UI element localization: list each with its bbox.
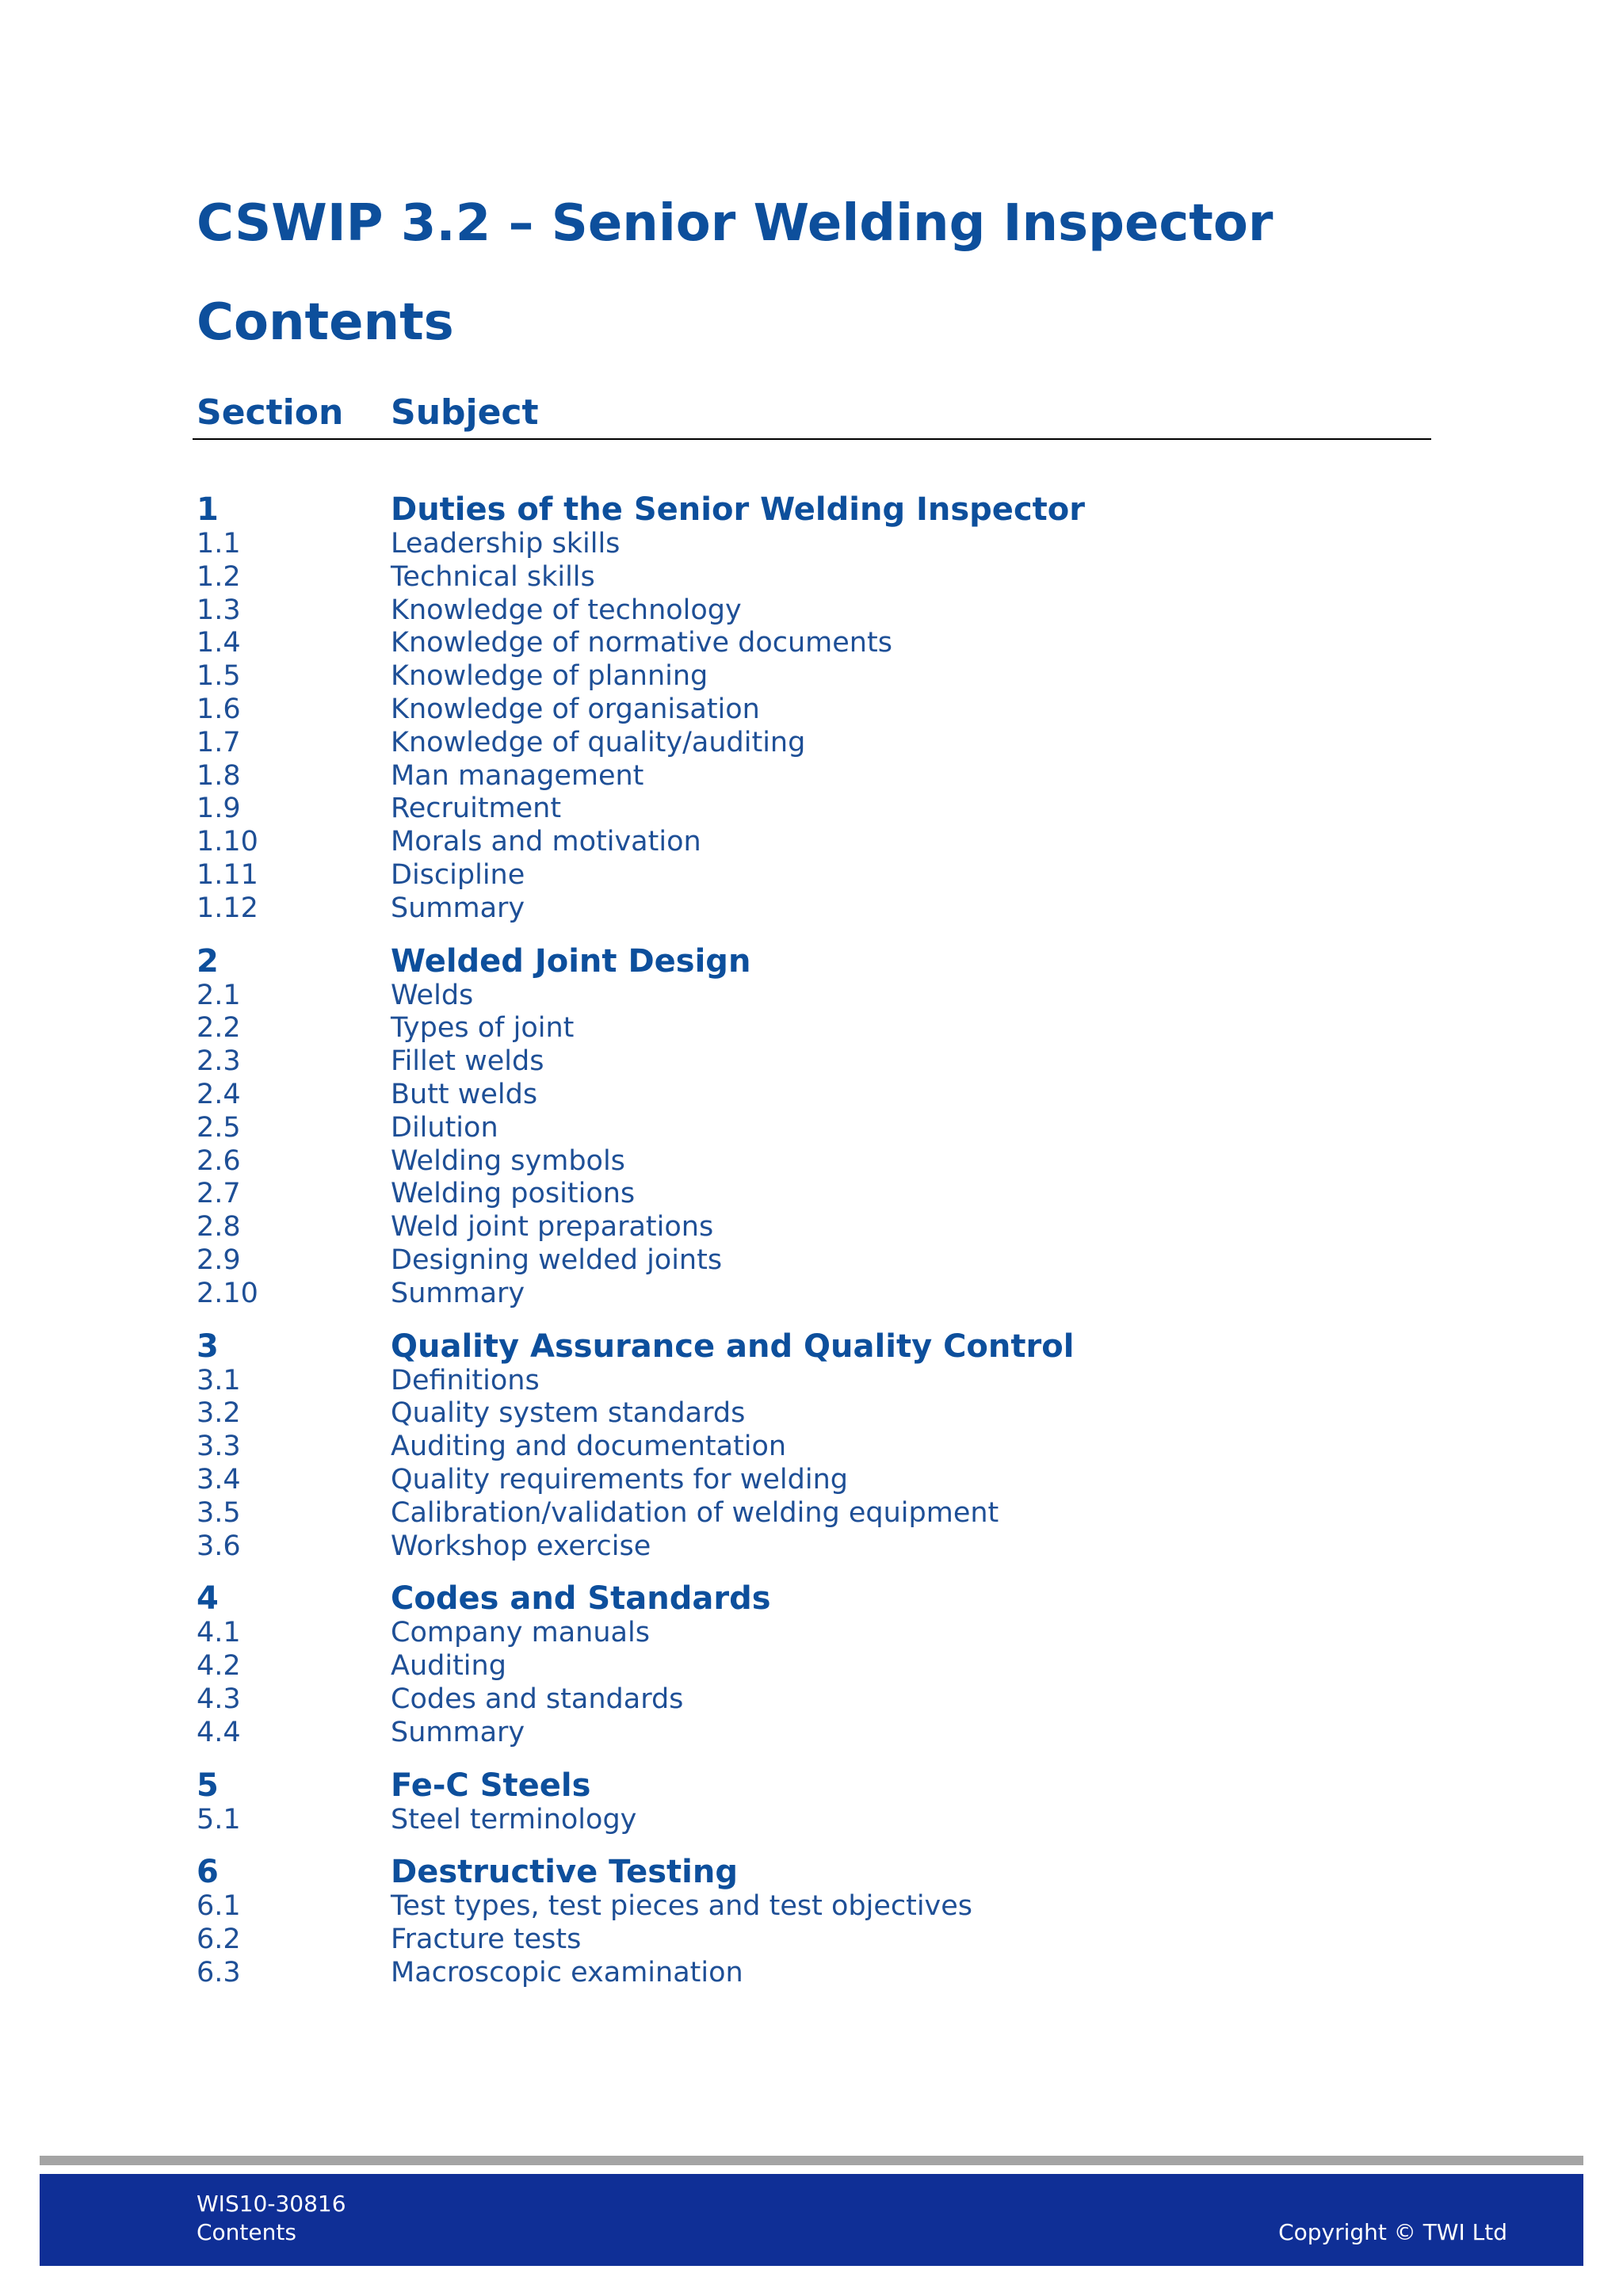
entry-number: 1.10: [197, 826, 258, 858]
entry-title: Calibration/validation of welding equipment: [391, 1496, 999, 1529]
entry-title: Knowledge of organisation: [391, 693, 760, 725]
toc-entry[interactable]: [197, 1717, 1431, 1750]
copyright-notice: Copyright © TWI Ltd: [1278, 2219, 1507, 2245]
entry-title: Company manuals: [391, 1617, 650, 1649]
entry-title: Types of joint: [391, 1012, 575, 1045]
entry-number: 3.2: [197, 1397, 241, 1430]
footer-divider: [40, 2156, 1583, 2165]
entry-title: Summary: [391, 1277, 525, 1309]
toc-section-heading[interactable]: [197, 1854, 1431, 1890]
entry-title: Auditing and documentation: [391, 1431, 787, 1463]
section-title: Duties of the Senior Welding Inspector: [391, 491, 1085, 528]
toc-section-group: [197, 1767, 1431, 1837]
toc-entry[interactable]: [197, 1397, 1431, 1431]
section-title: Quality Assurance and Quality Control: [391, 1328, 1075, 1365]
entry-number: 2.2: [197, 1012, 241, 1045]
toc-entry[interactable]: [197, 1045, 1431, 1079]
toc-entry[interactable]: [197, 528, 1431, 561]
toc-entry[interactable]: [197, 793, 1431, 826]
entry-title: Recruitment: [391, 793, 562, 825]
entry-number: 2.8: [197, 1211, 241, 1244]
entry-title: Welding positions: [391, 1178, 636, 1210]
entry-title: Discipline: [391, 858, 525, 891]
entry-number: 3.3: [197, 1431, 241, 1463]
section-title: Fe-C Steels: [391, 1767, 591, 1804]
toc-entry[interactable]: [197, 1431, 1431, 1464]
toc-entry[interactable]: [197, 1617, 1431, 1650]
entry-title: Welds: [391, 979, 474, 1011]
toc-section-group: [197, 943, 1431, 1311]
entry-title: Butt welds: [391, 1078, 538, 1110]
entry-number: 4.1: [197, 1617, 241, 1649]
toc-entry[interactable]: [197, 826, 1431, 859]
entry-number: 1.3: [197, 594, 241, 626]
section-title: Welded Joint Design: [391, 942, 751, 980]
entry-number: 5.1: [197, 1803, 241, 1836]
subject-column-header: Subject: [391, 392, 539, 433]
entry-title: Codes and standards: [391, 1683, 684, 1715]
entry-number: 1.4: [197, 627, 241, 659]
footer: [40, 2174, 1583, 2266]
section-number: 2: [197, 942, 219, 980]
section-number: 6: [197, 1854, 219, 1891]
entry-title: Fracture tests: [391, 1924, 582, 1956]
toc-entry[interactable]: [197, 693, 1431, 727]
entry-number: 1.12: [197, 892, 258, 924]
entry-title: Steel terminology: [391, 1803, 637, 1836]
entry-number: 1.7: [197, 726, 241, 758]
section-number: 4: [197, 1580, 219, 1618]
toc-entry[interactable]: [197, 1890, 1431, 1924]
entry-number: 2.3: [197, 1045, 241, 1078]
toc-entry[interactable]: [197, 760, 1431, 793]
toc-section-heading[interactable]: [197, 1580, 1431, 1617]
entry-number: 3.5: [197, 1496, 241, 1529]
entry-title: Leadership skills: [391, 528, 621, 560]
entry-number: 2.7: [197, 1178, 241, 1210]
entry-title: Knowledge of quality/auditing: [391, 726, 806, 758]
entry-title: Test types, test pieces and test objectives: [391, 1890, 973, 1923]
toc-entry[interactable]: [197, 1178, 1431, 1211]
toc-entry[interactable]: [197, 980, 1431, 1013]
toc-entry[interactable]: [197, 1957, 1431, 1990]
entry-title: Weld joint preparations: [391, 1211, 714, 1244]
toc-section-group: [197, 1328, 1431, 1564]
entry-number: 2.10: [197, 1277, 258, 1309]
table-header: [193, 392, 1431, 440]
toc-section-heading[interactable]: [197, 1767, 1431, 1804]
section-column-header: Section: [197, 392, 344, 433]
entry-number: 4.4: [197, 1716, 241, 1748]
toc-entry[interactable]: [197, 1278, 1431, 1311]
toc-section-group: [197, 1854, 1431, 1989]
toc-section-heading[interactable]: [197, 943, 1431, 980]
entry-title: Workshop exercise: [391, 1530, 651, 1562]
toc-entry[interactable]: [197, 1804, 1431, 1837]
toc-entry[interactable]: [197, 1530, 1431, 1564]
toc-entry[interactable]: [197, 1683, 1431, 1717]
section-number: 5: [197, 1767, 219, 1804]
toc-section-heading[interactable]: [197, 1328, 1431, 1365]
entry-number: 2.9: [197, 1244, 241, 1276]
entry-title: Dilution: [391, 1111, 498, 1144]
entry-title: Welding symbols: [391, 1144, 625, 1177]
entry-title: Knowledge of normative documents: [391, 627, 892, 659]
contents-heading: Contents: [197, 293, 454, 352]
entry-number: 1.5: [197, 660, 241, 693]
entry-number: 2.5: [197, 1111, 241, 1144]
toc-entry[interactable]: [197, 1464, 1431, 1497]
entry-title: Quality requirements for welding: [391, 1463, 848, 1496]
entry-number: 6.2: [197, 1924, 241, 1956]
toc-entry[interactable]: [197, 1211, 1431, 1244]
entry-number: 3.4: [197, 1463, 241, 1496]
entry-title: Quality system standards: [391, 1397, 746, 1430]
entry-title: Knowledge of technology: [391, 594, 742, 626]
entry-number: 6.1: [197, 1890, 241, 1923]
toc-entry[interactable]: [197, 1145, 1431, 1179]
table-of-contents: [197, 491, 1431, 2008]
entry-title: Fillet welds: [391, 1045, 544, 1078]
entry-number: 1.9: [197, 793, 241, 825]
document-code: WIS10-30816: [197, 2191, 346, 2217]
toc-entry[interactable]: [197, 627, 1431, 660]
section-number: 1: [197, 491, 219, 528]
entry-number: 2.6: [197, 1144, 241, 1177]
entry-number: 2.1: [197, 979, 241, 1011]
entry-number: 1.11: [197, 858, 258, 891]
toc-entry[interactable]: [197, 1497, 1431, 1530]
toc-section-group: [197, 491, 1431, 926]
toc-entry[interactable]: [197, 660, 1431, 693]
entry-title: Knowledge of planning: [391, 660, 708, 693]
toc-entry[interactable]: [197, 594, 1431, 628]
entry-title: Designing welded joints: [391, 1244, 723, 1276]
toc-entry[interactable]: [197, 1924, 1431, 1957]
footer-section-name: Contents: [197, 2219, 296, 2245]
entry-title: Technical skills: [391, 560, 595, 593]
entry-number: 1.2: [197, 560, 241, 593]
entry-number: 4.2: [197, 1650, 241, 1683]
entry-number: 6.3: [197, 1956, 241, 1988]
toc-entry[interactable]: [197, 1365, 1431, 1398]
toc-entry[interactable]: [197, 892, 1431, 926]
toc-entry[interactable]: [197, 1650, 1431, 1683]
entry-title: Summary: [391, 892, 525, 924]
toc-entry[interactable]: [197, 727, 1431, 760]
toc-entry[interactable]: [197, 1012, 1431, 1045]
toc-entry[interactable]: [197, 1244, 1431, 1278]
section-number: 3: [197, 1328, 219, 1365]
entry-number: 1.6: [197, 693, 241, 725]
entry-title: Summary: [391, 1716, 525, 1748]
toc-entry[interactable]: [197, 1112, 1431, 1145]
entry-title: Morals and motivation: [391, 826, 701, 858]
entry-title: Definitions: [391, 1364, 540, 1396]
entry-number: 1.1: [197, 528, 241, 560]
entry-number: 1.8: [197, 759, 241, 792]
entry-title: Man management: [391, 759, 644, 792]
toc-entry[interactable]: [197, 859, 1431, 892]
entry-title: Macroscopic examination: [391, 1956, 743, 1988]
entry-title: Auditing: [391, 1650, 506, 1683]
entry-number: 3.6: [197, 1530, 241, 1562]
toc-section-group: [197, 1580, 1431, 1749]
section-title: Codes and Standards: [391, 1580, 771, 1618]
toc-section-heading[interactable]: [197, 491, 1431, 528]
page-title: CSWIP 3.2 – Senior Welding Inspector: [197, 194, 1274, 253]
entry-number: 3.1: [197, 1364, 241, 1396]
section-title: Destructive Testing: [391, 1854, 738, 1891]
entry-number: 4.3: [197, 1683, 241, 1715]
entry-number: 2.4: [197, 1078, 241, 1110]
toc-entry[interactable]: [197, 1079, 1431, 1112]
toc-entry[interactable]: [197, 561, 1431, 594]
